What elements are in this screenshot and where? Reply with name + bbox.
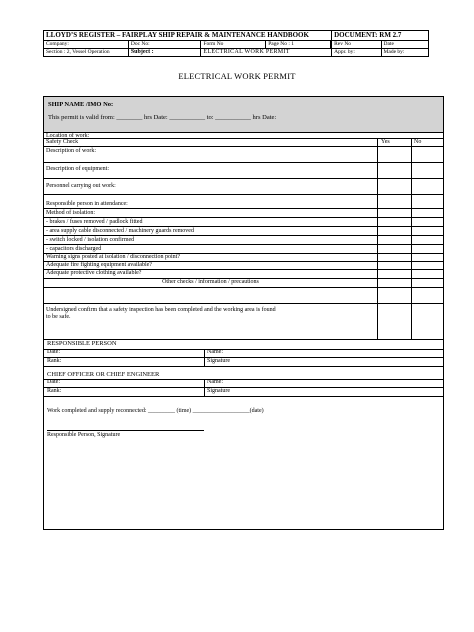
work-completed-line: Work completed and supply reconnected: _________ (time) ___________________(date) [47,408,264,414]
confirmation-line-2: to be safe. [46,314,71,320]
description-of-work-label: Description of work: [46,148,96,154]
document-number: DOCUMENT: RM 2.7 [332,31,429,41]
responsible-name-label: Name: [207,349,223,355]
checklist-row [44,209,443,218]
responsible-signature-label: Signature [207,358,230,364]
column-divider [204,349,205,367]
subject-value: ELECTRICAL WORK PERMIT [201,49,332,57]
capacitors-label: - capacitors discharged [46,246,102,252]
checklist-row [44,147,443,163]
date-cell: Date [381,41,429,49]
rev-no-cell: Rev No [332,41,381,49]
checklist-row [44,236,443,245]
responsible-person-label: Responsible person in attendance: [46,201,128,207]
section-cell: Section : 2, Vessel Operation [44,49,129,57]
warning-signs-label: Warning signs posted at isolation / disconnection point? [46,254,180,260]
column-divider [204,379,205,397]
responsible-rank-label: Rank: [47,358,62,364]
made-by-cell: Made by: [381,49,429,57]
org-title: LLOYD’S REGISTER – FAIRPLAY SHIP REPAIR & MAINTENANCE HANDBOOK [44,31,332,41]
supply-label: - area supply cable disconnected / machinery guards removed [46,228,194,234]
responsible-signature-caption: Responsible Person, Signature [47,432,121,438]
checklist-row [44,245,443,254]
doc-no-cell: Doc No: [128,41,201,49]
checklist-row [44,218,443,227]
chief-rank-row [44,388,443,397]
responsible-date-row [44,349,443,358]
chief-officer-heading: CHIEF OFFICER OR CHIEF ENGINEER [47,371,160,378]
column-divider [377,139,378,339]
location-label: Location of work: [46,133,90,139]
chief-date-row [44,379,443,388]
chief-signature-label: Signature [207,388,230,394]
checklist-row [44,227,443,236]
responsible-date-label: Date: [47,349,60,355]
firefighting-label: Adequate fire fighting equipment available? [46,262,152,268]
company-cell: Company: [44,41,129,49]
checklist-row [44,254,443,262]
method-of-isolation-label: Method of isolation: [46,210,95,216]
chief-date-label: Date: [47,379,60,385]
confirmation-line-1: Undersigned confirm that a safety inspection has been completed and the working area is found [46,307,276,313]
checklist-row [44,139,443,147]
responsible-rank-row [44,358,443,367]
form-no-cell: Form No [201,41,266,49]
checklist-row [44,279,443,288]
page-no-cell: Page No : 1 [266,41,331,49]
switch-label: - switch locked / isolation confirmed [46,237,135,243]
chief-rank-label: Rank: [47,388,62,394]
page-title: ELECTRICAL WORK PERMIT [178,71,296,81]
protective-clothing-label: Adequate protective clothing available? [46,270,142,276]
validity-line: This permit is valid from: ________ hrs Date: ___________ to: ___________ hrs Date: [48,114,277,121]
yes-column-header: Yes [381,139,390,145]
approved-by-cell: Appr. by: [332,49,381,57]
ship-name-label: SHIP NAME /IMO No: [48,101,114,108]
personnel-label: Personnel carrying out work: [46,183,116,189]
checklist-row [44,262,443,270]
subject-label: Subject : [128,49,201,57]
description-of-equipment-label: Description of equipment: [46,166,109,172]
other-checks-label: Other checks / information / precautions [162,279,259,285]
checklist-row [44,288,443,304]
safety-check-label: Safety Check [46,139,79,145]
checklist-row [44,195,443,209]
signature-line [47,430,204,431]
chief-name-label: Name: [207,379,223,385]
checklist-row [44,179,443,195]
ship-info-box [44,97,443,133]
column-divider [411,139,412,339]
document-header [43,30,429,57]
no-column-header: No [414,139,422,145]
checklist-row [44,270,443,279]
confirmation-block [44,304,443,339]
brakes-label: - brakes / fuses removed / padlock fitted [46,219,143,225]
checklist-row [44,163,443,179]
permit-form [43,96,444,530]
responsible-person-heading: RESPONSIBLE PERSON [47,340,117,347]
